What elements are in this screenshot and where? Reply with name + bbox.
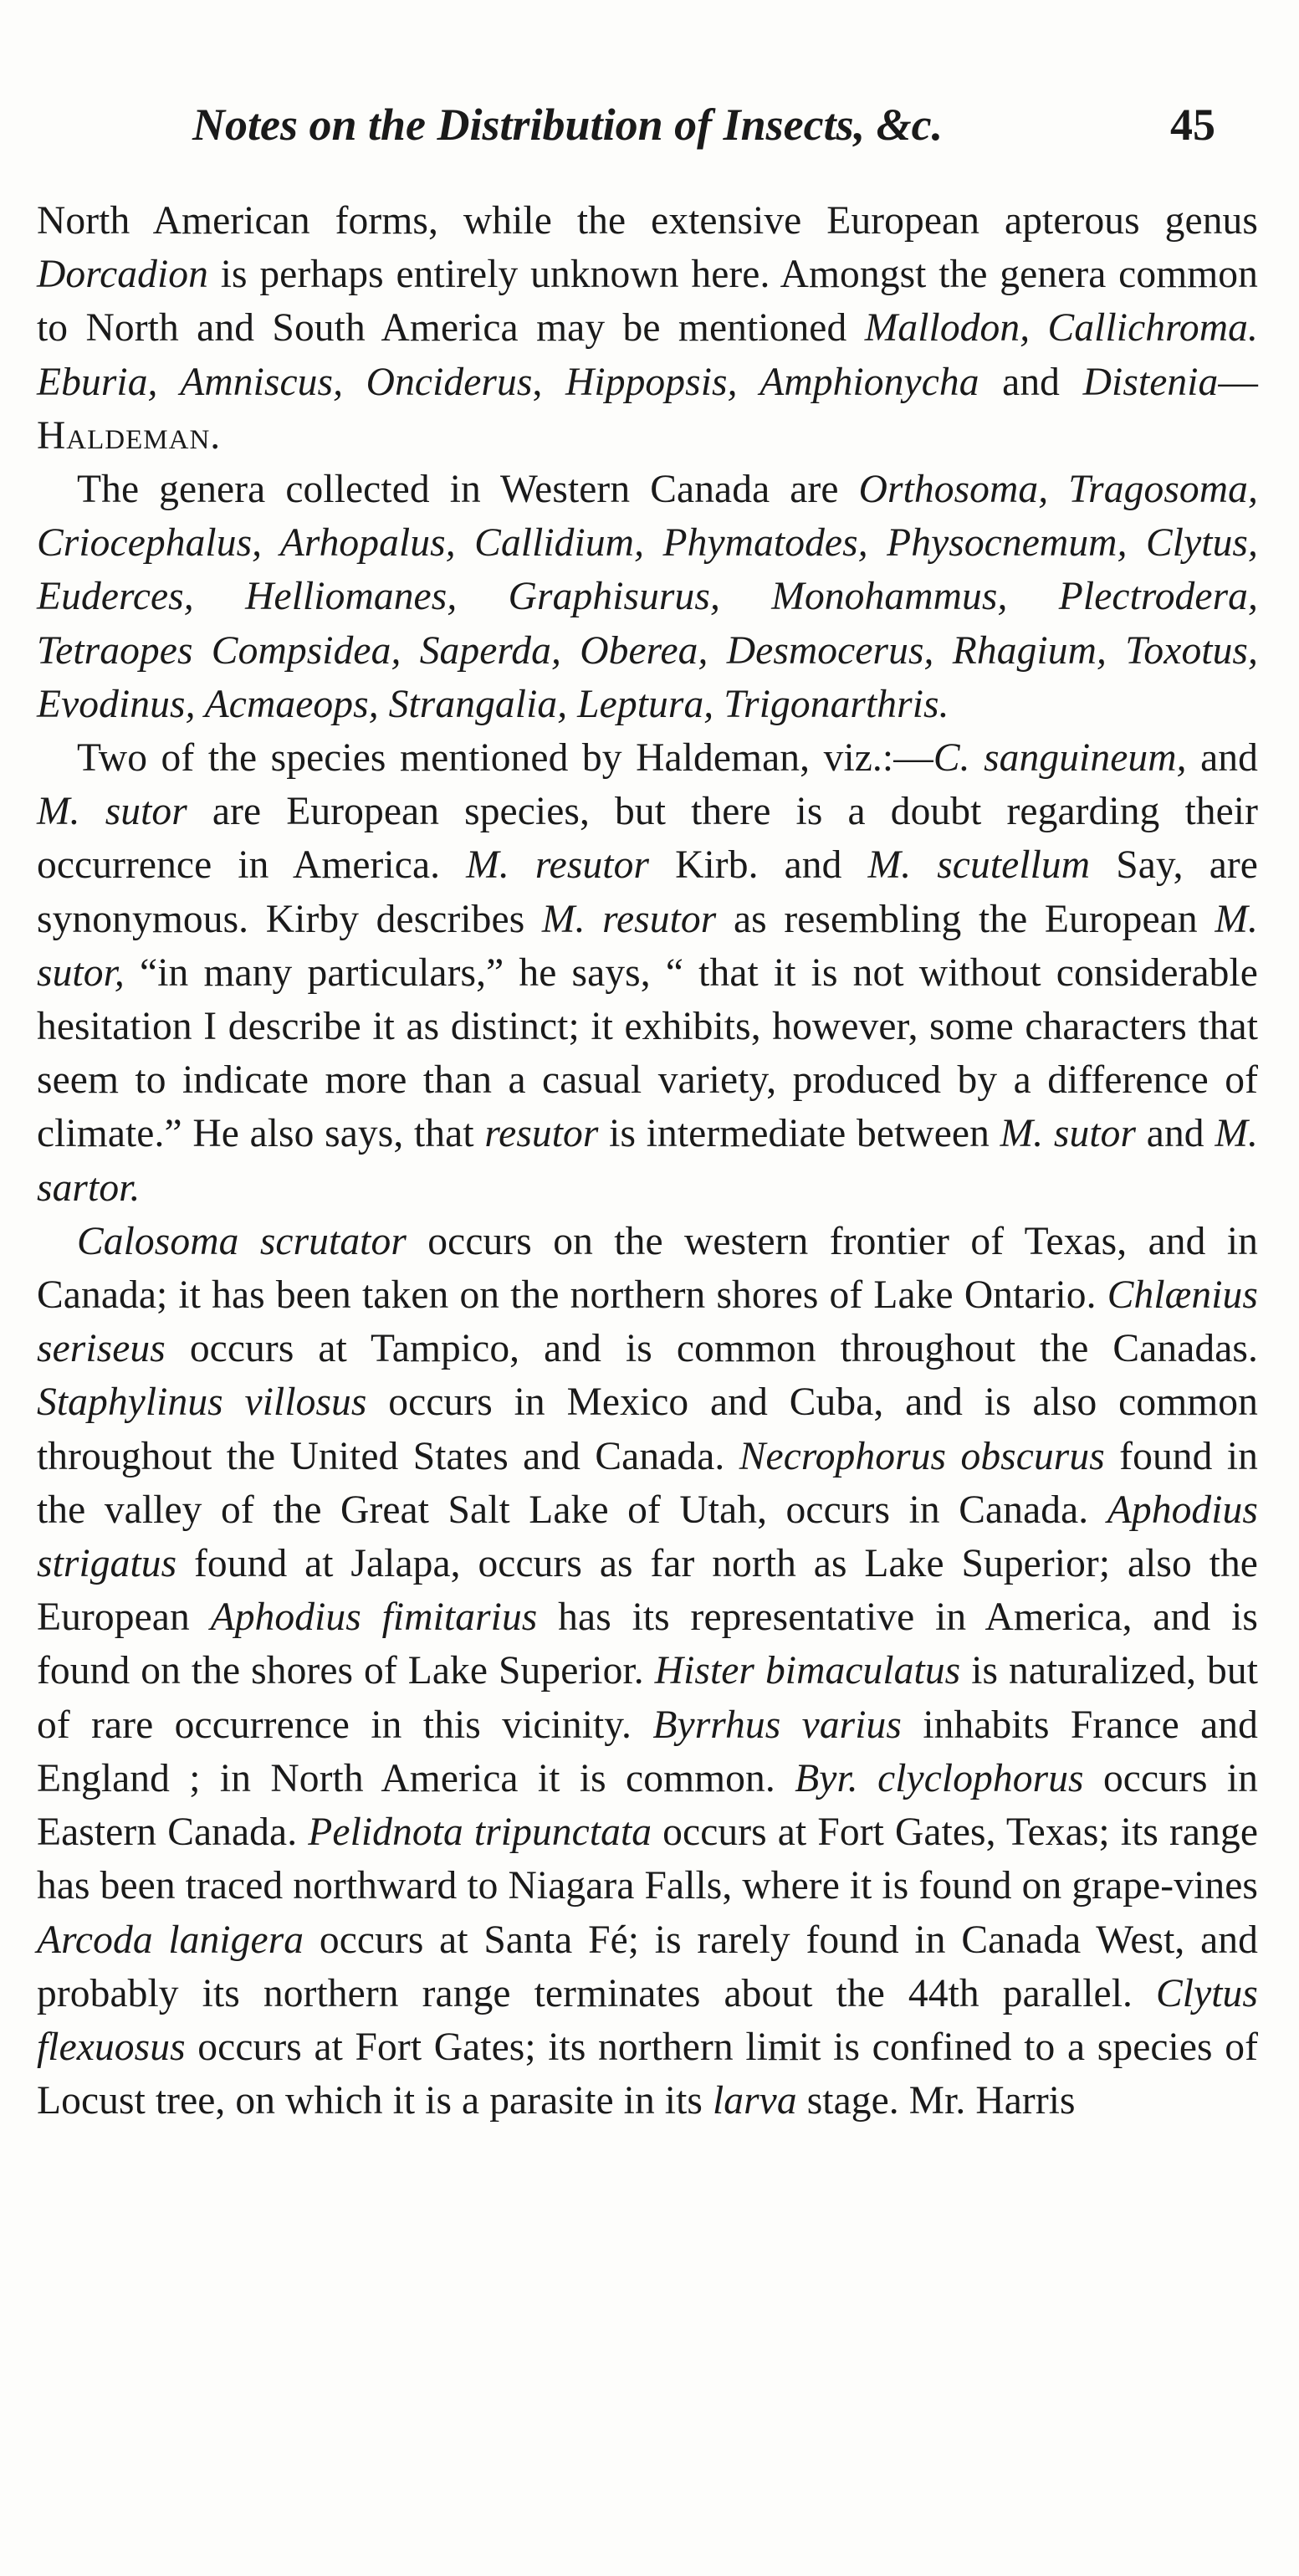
text-run: Say, are synonymous. Kirby describes <box>37 843 1258 941</box>
italic-term: Chlænius seriseus <box>37 1273 1258 1371</box>
text-run: occurs at Santa Fé; is rarely found in Canada West, and probably its northern range terminates about the 44th parallel. <box>37 1918 1258 2015</box>
italic-term: Aphodius fimitarius <box>210 1595 538 1640</box>
author-name: Haldeman. <box>37 413 222 458</box>
body-text <box>37 194 1258 2128</box>
italic-term: Pelidnota tripunctata <box>308 1810 652 1855</box>
text-run: — <box>1218 360 1258 404</box>
italic-term: M. scutellum <box>867 843 1091 888</box>
text-run: Kirb. and <box>649 843 868 888</box>
page-number: 45 <box>1170 100 1215 150</box>
italic-term: Aphodius strigatus <box>37 1488 1258 1586</box>
italic-term: M. sutor <box>37 790 187 834</box>
italic-term: Calosoma scrutator <box>77 1219 407 1263</box>
running-header <box>192 99 1215 157</box>
text-run: “in many particulars,” he says, “ that it is not without considerable hesitation I describe it as distinct; it exhibits, however, some characters that seem to indicate more than a casual variety, produced by a difference of climate.” He also says, that <box>37 950 1258 1156</box>
italic-term: Mallodon, Callichroma. Eburia, Amniscus, Oncideru <box>37 306 1259 404</box>
running-title: Notes on the Distribution of Insects, &c. <box>192 100 944 150</box>
italic-term: Staphylinus villosus <box>37 1380 367 1425</box>
paragraph-1 <box>37 194 1258 463</box>
text-run: and <box>1136 1112 1215 1156</box>
text-run: Two of the species mentioned by Haldeman, viz.:— <box>77 736 933 781</box>
paragraph-4 <box>37 1215 1258 2128</box>
text-run: inhabits France and England ; in North America it is common. <box>37 1703 1258 1800</box>
italic-term: Arcoda lanigera <box>37 1918 304 1962</box>
italic-term: Hippopsis, Amphionycha <box>565 360 979 404</box>
text-run: as resembling the European <box>716 897 1215 941</box>
text-run: occurs at Fort Gates; its northern limit is confined to a species of Locust tree, on which it is a parasite in its <box>37 2025 1258 2123</box>
text-run: occurs at Fort Gates, Texas; its range has been traced northward to Niagara Falls, where it is found on grape-vines <box>37 1810 1258 1908</box>
text-run: is intermediate between <box>598 1112 1000 1156</box>
italic-term: M. sutor, <box>37 897 1258 995</box>
italic-term: Byrrhus varius <box>652 1703 902 1747</box>
italic-term: Orthosoma, Tragosoma, Criocephalus, Arhopalus, Callidium, Phymatodes, Physocnemum, Clytus, Euderces, Helliomanes, Graphisurus, Monohammus, Plectrodera, Tetraopes Compsidea, Saperda, Oberea, Desmocerus, Rhagium, Toxotus, Evodinus, Acmaeops, Strangalia, Leptura, Trigonarthris. <box>37 468 1258 726</box>
italic-term: M. resutor <box>541 897 717 941</box>
text-run: North American forms, while the extensive European apterous genus <box>37 199 1258 243</box>
italic-term: s <box>516 360 533 404</box>
text-run: and <box>1186 736 1259 781</box>
italic-term: C. sanguineum, <box>933 736 1187 781</box>
text-run: are European species, but there is a doubt regarding their occurrence in America. <box>37 790 1258 888</box>
italic-term: Clytus flexuosus <box>37 1971 1258 2069</box>
italic-term: Necrophorus obscurus <box>739 1434 1105 1478</box>
italic-term: larva <box>712 2079 797 2123</box>
italic-term: M. sartor. <box>37 1112 1258 1210</box>
italic-term: Distenia <box>1082 360 1219 404</box>
text-run: found in the valley of the Great Salt Lake of Utah, occurs in Canada. <box>37 1434 1258 1532</box>
text-run: , <box>532 360 566 404</box>
paragraph-3 <box>37 731 1258 1215</box>
text-run: and <box>979 360 1083 404</box>
text-run: occurs on the western frontier of Texas, and in Canada; it has been taken on the northern shores of Lake Ontario. <box>37 1219 1258 1318</box>
text-run: stage. Mr. Harris <box>796 2079 1076 2123</box>
italic-term: M. sutor <box>1000 1112 1137 1156</box>
italic-term: Hister bimaculatus <box>654 1649 961 1693</box>
italic-term: Dorcadion <box>37 253 208 297</box>
italic-term: M. resutor <box>466 843 650 888</box>
text-run: occurs at Tampico, and is common throughout the Canadas. <box>165 1327 1258 1371</box>
paragraph-2 <box>37 463 1258 731</box>
text-run: occurs in Eastern Canada. <box>37 1756 1258 1855</box>
italic-term: resutor <box>484 1112 599 1156</box>
text-run: is naturalized, but of rare occurrence in this vicinity. <box>37 1649 1258 1747</box>
text-run: has its representative in America, and is found on the shores of Lake Superior. <box>37 1595 1258 1693</box>
text-run: is perhaps entirely unknown here. Amongst the genera common to North and South America may be mentioned <box>37 253 1258 351</box>
italic-term: Byr. clyclophorus <box>795 1756 1084 1800</box>
text-run: found at Jalapa, occurs as far north as Lake Superior; also the European <box>37 1542 1258 1640</box>
text-run: The genera collected in Western Canada are <box>77 468 859 512</box>
text-run: occurs in Mexico and Cuba, and is also common throughout the United States and Canada. <box>37 1380 1259 1478</box>
